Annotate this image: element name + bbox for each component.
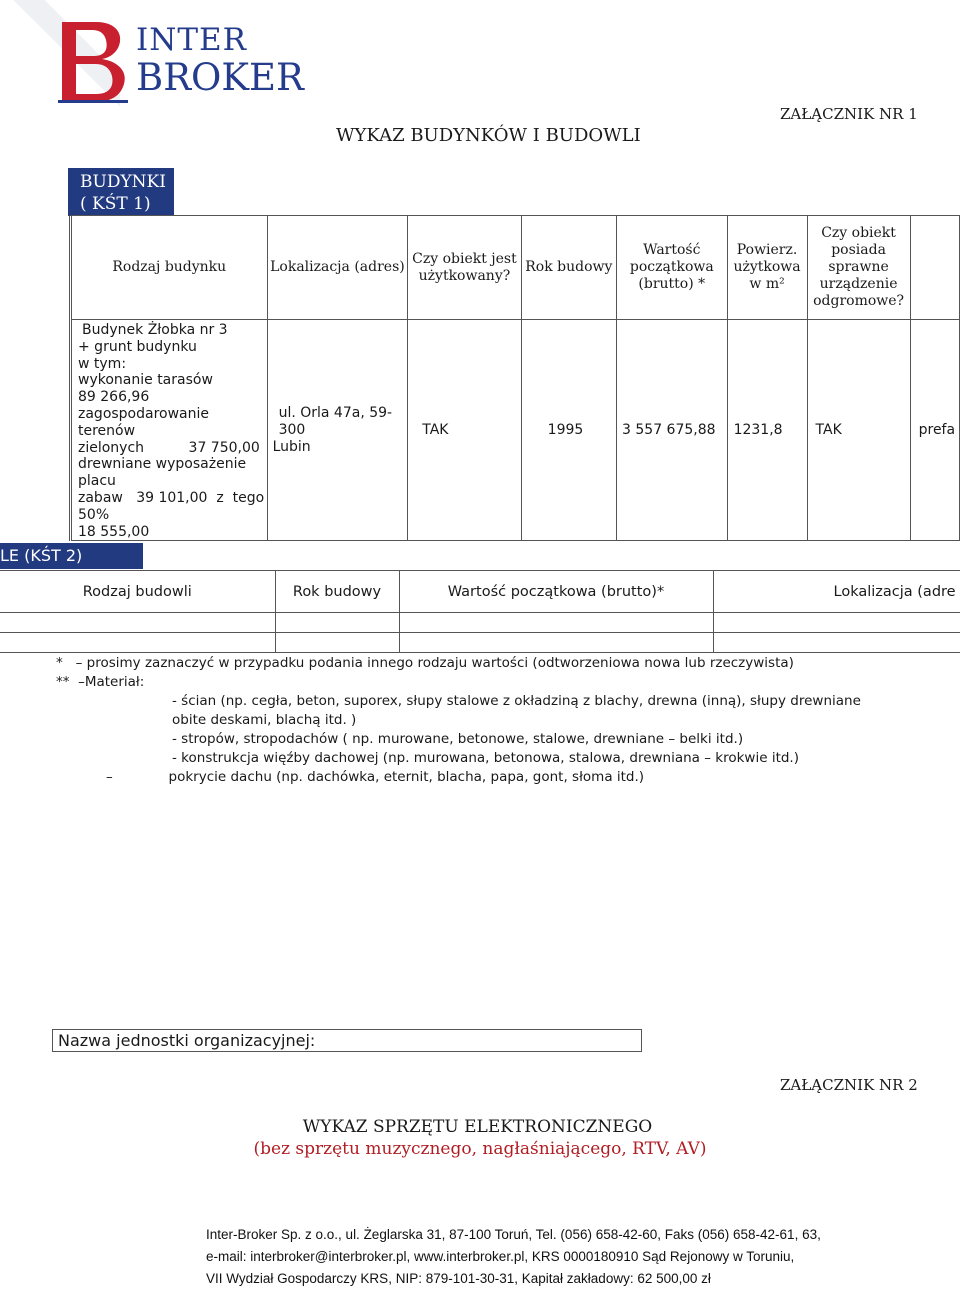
empty-cell bbox=[713, 633, 960, 653]
logo-text-broker: BROKER bbox=[136, 56, 304, 99]
company-logo bbox=[58, 18, 328, 108]
buildings-tag-line1: BUDYNKI bbox=[80, 172, 166, 192]
footnote-material: ** –Materiał: bbox=[56, 674, 145, 690]
building-type-line: zabaw 39 101,00 z tego bbox=[78, 489, 265, 506]
header-structure-year: Rok budowy bbox=[275, 571, 399, 613]
structures-table bbox=[0, 570, 960, 653]
logo-text-inter: INTER bbox=[136, 22, 248, 58]
electronics-title: WYKAZ SPRZĘTU ELEKTRONICZNEGO bbox=[302, 1117, 653, 1137]
empty-cell bbox=[275, 633, 399, 653]
empty-cell bbox=[275, 613, 399, 633]
page-title: WYKAZ BUDYNKÓW I BUDOWLI bbox=[336, 125, 641, 146]
organizational-unit-field: Nazwa jednostki organizacyjnej: bbox=[52, 1029, 642, 1052]
building-type-cell bbox=[71, 320, 268, 541]
header-structure-type: Rodzaj budowli bbox=[0, 571, 275, 613]
footer-line3: VII Wydział Gospodarczy KRS, NIP: 879-101-30-31, Kapitał zakładowy: 62 500,00 zł bbox=[206, 1271, 711, 1286]
location-line2: Lubin bbox=[272, 438, 311, 455]
header-area: Powierz. użytkowa w m² bbox=[727, 216, 807, 320]
empty-cell bbox=[0, 633, 275, 653]
structures-header-row bbox=[0, 571, 960, 613]
company-footer bbox=[206, 1224, 821, 1289]
footer-line1: Inter-Broker Sp. z o.o., ul. Żeglarska 31, 87-100 Toruń, Tel. (056) 658-42-60, Faks (056) 658-42-61, 63, bbox=[206, 1227, 821, 1242]
header-location: Lokalizacja (adres) bbox=[267, 216, 408, 320]
building-type-line: wykonanie tarasów bbox=[78, 372, 213, 389]
value-cell: 3 557 675,88 bbox=[617, 320, 728, 541]
header-year: Rok budowy bbox=[521, 216, 616, 320]
building-type-line: Budynek Żłobka nr 3 bbox=[82, 322, 228, 338]
section-title-electronics bbox=[0, 1117, 960, 1159]
building-type-line: + grunt budynku bbox=[78, 338, 197, 355]
header-building-type: Rodzaj budynku bbox=[71, 216, 268, 320]
building-type-line: w tym: bbox=[78, 355, 127, 372]
header-structure-location: Lokalizacja (adre bbox=[713, 571, 960, 613]
footnote-value-type: * – prosimy zaznaczyć w przypadku podania innego rodzaju wartości (odtworzeniowa nowa lub rzeczywista) bbox=[56, 655, 794, 671]
header-value: Wartość początkowa (brutto) * bbox=[617, 216, 728, 320]
location-line1: ul. Orla 47a, 59-300 bbox=[278, 404, 393, 438]
building-type-line: 50% bbox=[78, 506, 110, 523]
material-walls-line2: obite deskami, blachą itd. ) bbox=[172, 712, 357, 728]
buildings-section-tag bbox=[68, 168, 174, 216]
attachment-1-label: ZAŁĄCZNIK NR 1 bbox=[780, 105, 918, 123]
table-row bbox=[0, 633, 960, 653]
location-cell bbox=[267, 320, 408, 541]
logo-b-mark-icon bbox=[58, 18, 134, 104]
area-cell: 1231,8 bbox=[727, 320, 807, 541]
buildings-table bbox=[69, 215, 960, 541]
material-roofing: – pokrycie dachu (np. dachówka, eternit, blacha, papa, gont, słoma itd.) bbox=[106, 769, 645, 785]
material-walls-line1: - ścian (np. cegła, beton, suporex, słupy stalowe z okładziną z blachy, drewna (inną), słupy drewniane bbox=[172, 693, 861, 709]
material-walls bbox=[172, 692, 892, 768]
empty-cell bbox=[399, 633, 713, 653]
buildings-tag-line2: ( KŚT 1) bbox=[80, 194, 151, 214]
footer-line2: e-mail: interbroker@interbroker.pl, www.interbroker.pl, KRS 0000180910 Sąd Rejonowy w Toruniu, bbox=[206, 1249, 795, 1264]
table-row bbox=[0, 613, 960, 633]
empty-cell bbox=[0, 613, 275, 633]
electronics-subtitle: (bez sprzętu muzycznego, nagłaśniającego, RTV, AV) bbox=[253, 1139, 707, 1159]
structures-section-tag: LE (KŚT 2) bbox=[0, 543, 143, 569]
header-lightning: Czy obiekt posiada sprawne urządzenie odgromowe? bbox=[807, 216, 910, 320]
attachment-2-label: ZAŁĄCZNIK NR 2 bbox=[780, 1076, 918, 1094]
empty-cell bbox=[399, 613, 713, 633]
buildings-header-row bbox=[71, 216, 960, 320]
building-type-line: zagospodarowanie terenów bbox=[78, 405, 210, 439]
header-extra bbox=[910, 216, 959, 320]
empty-cell bbox=[713, 613, 960, 633]
building-type-line: 89 266,96 bbox=[78, 389, 150, 406]
material-roof-structure: - konstrukcja więźby dachowej (np. murowana, betonowa, stalowa, drewniana – krokwie itd.) bbox=[172, 750, 799, 766]
in-use-cell: TAK bbox=[408, 320, 521, 541]
material-ceilings: - stropów, stropodachów ( np. murowane, betonowe, stalowe, drewniane – belki itd.) bbox=[172, 731, 744, 747]
year-cell: 1995 bbox=[521, 320, 616, 541]
building-type-line: zielonych 37 750,00 bbox=[78, 439, 260, 456]
extra-cell: prefa bbox=[910, 320, 959, 541]
lightning-cell: TAK bbox=[807, 320, 910, 541]
building-type-line: drewniane wyposażenie placu bbox=[78, 456, 247, 490]
header-structure-value: Wartość początkowa (brutto)* bbox=[399, 571, 713, 613]
header-in-use: Czy obiekt jest użytkowany? bbox=[408, 216, 521, 320]
table-row bbox=[71, 320, 960, 541]
building-type-line: 18 555,00 bbox=[78, 523, 150, 540]
footnotes bbox=[56, 654, 861, 785]
